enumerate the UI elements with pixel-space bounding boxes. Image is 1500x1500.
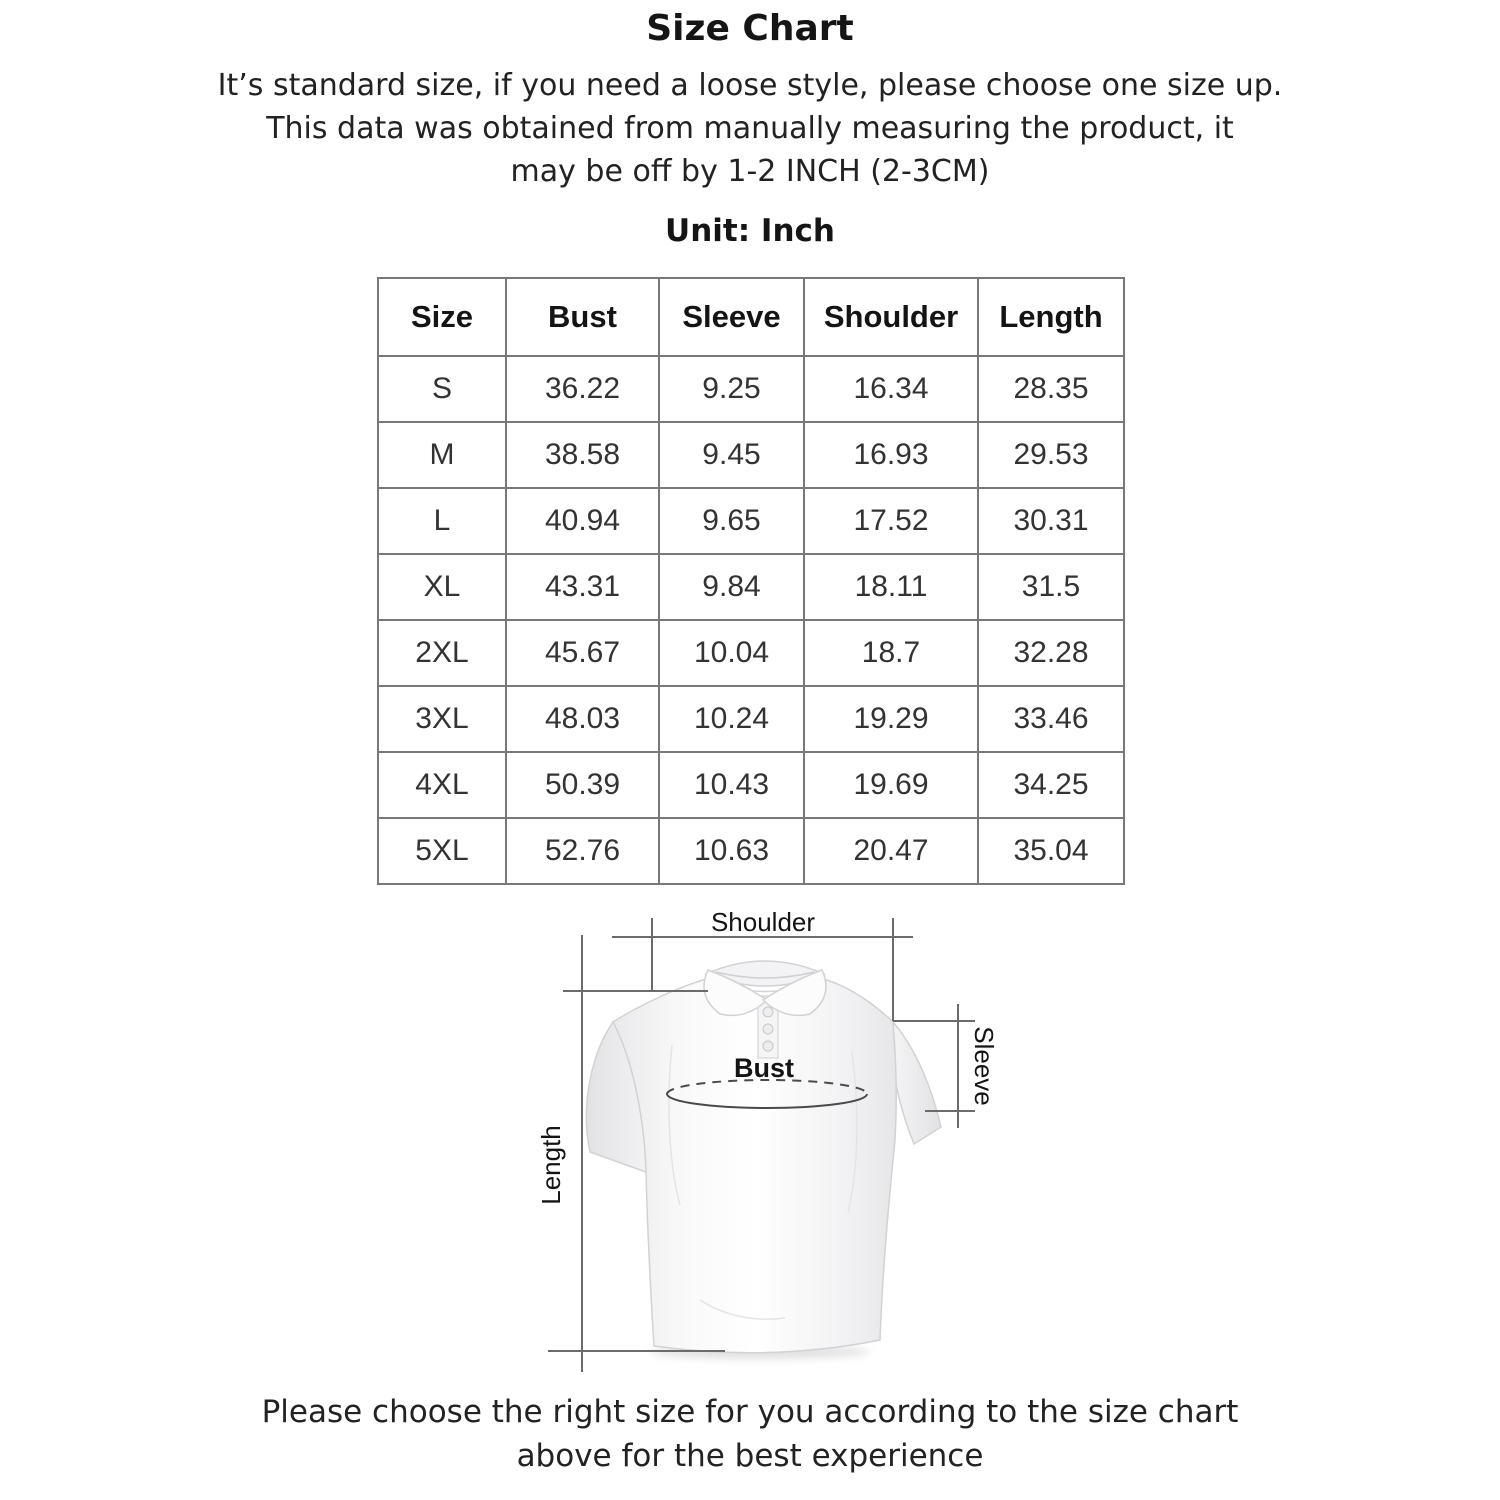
size-cell: S bbox=[378, 356, 506, 422]
footer-line-2: above for the best experience bbox=[516, 1438, 984, 1474]
size-table-row bbox=[378, 818, 1124, 884]
bust-label: Bust bbox=[734, 1053, 794, 1083]
measurement-cell: 35.04 bbox=[978, 818, 1124, 884]
measurement-cell: 16.93 bbox=[804, 422, 978, 488]
size-table-row bbox=[378, 488, 1124, 554]
shirt-buttons bbox=[763, 1007, 773, 1051]
measurement-cell: 45.67 bbox=[506, 620, 659, 686]
measurement-cell: 9.84 bbox=[659, 554, 804, 620]
sleeve-label: Sleeve bbox=[969, 1026, 999, 1106]
unit-label: Unit: Inch bbox=[665, 213, 835, 249]
measurement-cell: 20.47 bbox=[804, 818, 978, 884]
measurement-cell: 10.63 bbox=[659, 818, 804, 884]
size-cell: 2XL bbox=[378, 620, 506, 686]
measurement-cell: 17.52 bbox=[804, 488, 978, 554]
page-title: Size Chart bbox=[646, 8, 854, 49]
length-label: Length bbox=[536, 1125, 566, 1205]
intro-line-3: may be off by 1-2 INCH (2-3CM) bbox=[510, 154, 990, 189]
measurement-cell: 40.94 bbox=[506, 488, 659, 554]
measurement-cell: 30.31 bbox=[978, 488, 1124, 554]
measurement-cell: 48.03 bbox=[506, 686, 659, 752]
measurement-cell: 50.39 bbox=[506, 752, 659, 818]
measurement-cell: 52.76 bbox=[506, 818, 659, 884]
footer-line-1: Please choose the right size for you according to the size chart bbox=[261, 1394, 1239, 1430]
measurement-cell: 34.25 bbox=[978, 752, 1124, 818]
size-table-row bbox=[378, 422, 1124, 488]
size-table-row bbox=[378, 554, 1124, 620]
intro-text bbox=[0, 64, 1500, 193]
size-table bbox=[377, 277, 1125, 885]
measurement-cell: 43.31 bbox=[506, 554, 659, 620]
measurement-cell: 18.7 bbox=[804, 620, 978, 686]
size-table-row bbox=[378, 356, 1124, 422]
size-table-row bbox=[378, 620, 1124, 686]
footer-note bbox=[0, 1390, 1500, 1478]
size-cell: 4XL bbox=[378, 752, 506, 818]
measurement-cell: 19.69 bbox=[804, 752, 978, 818]
polo-shirt-illustration bbox=[586, 961, 941, 1353]
size-table-column-header: Shoulder bbox=[804, 278, 978, 356]
size-cell: L bbox=[378, 488, 506, 554]
measurement-cell: 38.58 bbox=[506, 422, 659, 488]
measurement-cell: 9.65 bbox=[659, 488, 804, 554]
measurement-cell: 16.34 bbox=[804, 356, 978, 422]
measurement-cell: 33.46 bbox=[978, 686, 1124, 752]
size-table-column-header: Length bbox=[978, 278, 1124, 356]
size-table-row bbox=[378, 686, 1124, 752]
measurement-cell: 29.53 bbox=[978, 422, 1124, 488]
measurement-diagram bbox=[520, 900, 1040, 1380]
measurement-cell: 28.35 bbox=[978, 356, 1124, 422]
measurement-cell: 9.25 bbox=[659, 356, 804, 422]
size-table-column-header: Sleeve bbox=[659, 278, 804, 356]
size-cell: XL bbox=[378, 554, 506, 620]
measurement-cell: 10.04 bbox=[659, 620, 804, 686]
shirt-body bbox=[613, 978, 896, 1353]
shoulder-label: Shoulder bbox=[710, 907, 816, 937]
size-table-column-header: Size bbox=[378, 278, 506, 356]
size-table-header-row bbox=[378, 278, 1124, 356]
measurement-cell: 10.24 bbox=[659, 686, 804, 752]
measurement-cell: 18.11 bbox=[804, 554, 978, 620]
measurement-cell: 31.5 bbox=[978, 554, 1124, 620]
intro-line-2: This data was obtained from manually measuring the product, it bbox=[266, 111, 1234, 146]
measurement-cell: 10.43 bbox=[659, 752, 804, 818]
size-table-column-header: Bust bbox=[506, 278, 659, 356]
size-table-row bbox=[378, 752, 1124, 818]
measurement-cell: 36.22 bbox=[506, 356, 659, 422]
size-cell: 5XL bbox=[378, 818, 506, 884]
shirt-right-sleeve bbox=[891, 1022, 941, 1144]
measurement-cell: 9.45 bbox=[659, 422, 804, 488]
size-cell: 3XL bbox=[378, 686, 506, 752]
intro-line-1: It’s standard size, if you need a loose style, please choose one size up. bbox=[217, 68, 1283, 103]
measurement-cell: 19.29 bbox=[804, 686, 978, 752]
size-cell: M bbox=[378, 422, 506, 488]
measurement-cell: 32.28 bbox=[978, 620, 1124, 686]
